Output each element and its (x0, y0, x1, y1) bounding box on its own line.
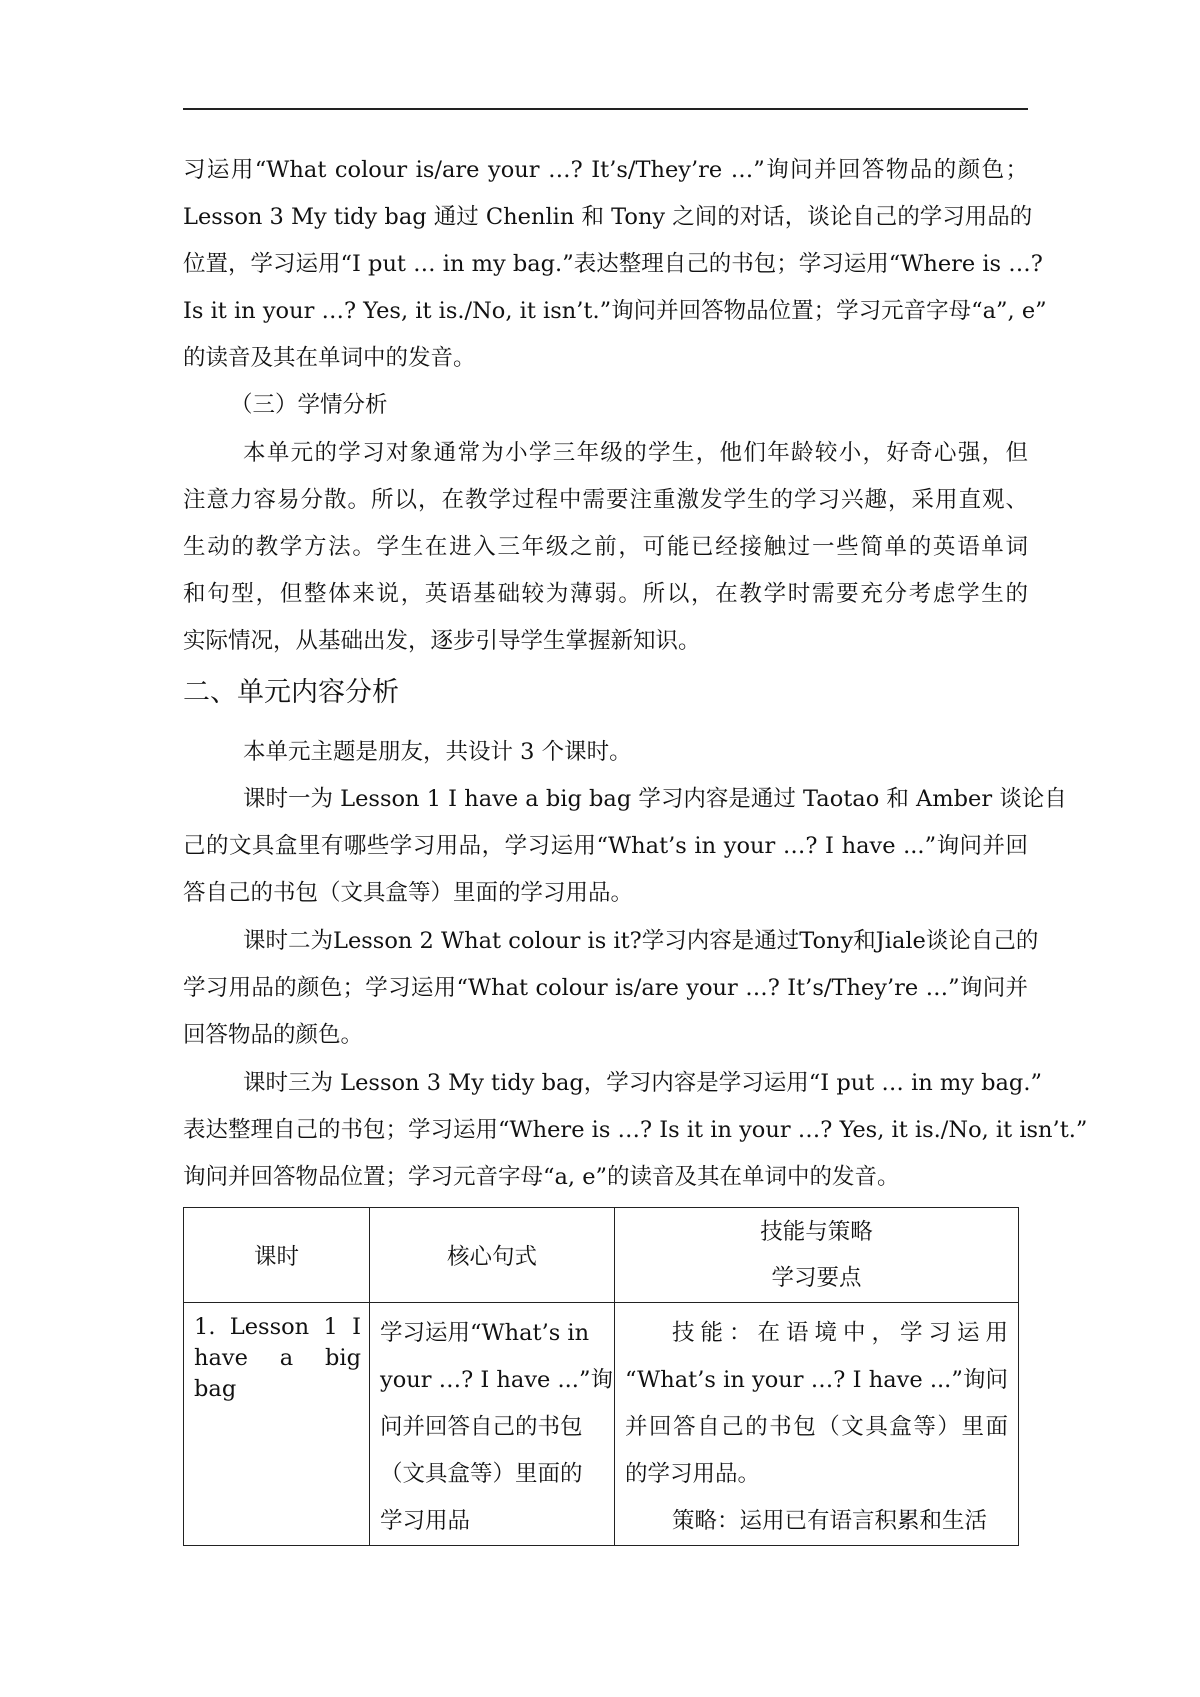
header-cell: 课时 (184, 1208, 370, 1303)
core-sentence-cell: 学习运用“What’s in your …? I have ...”询 问并回答自己的书包 （文具盒等）里面的 学习用品 (370, 1303, 615, 1546)
paragraph-line: 和句型，但整体来说，英语基础较为薄弱。所以，在教学时需要充分考虑学生的 (183, 581, 1028, 607)
paragraph-line: 习运用“What colour is/are your …? It’s/They’re …”询问并回答物品的颜色； (183, 157, 1028, 183)
paragraph-line: 学习用品的颜色；学习运用“What colour is/are your …? It’s/They’re …”询问并 (183, 975, 1028, 1001)
skills-strategy-cell: 技能：在语境中，学习运用 “What’s in your …? I have ...”询问 并回答自己的书包（文具盒等）里面 的学习用品。 策略：运用已有语言积累和生活 (615, 1303, 1019, 1546)
paragraph-line: 课时三为 Lesson 3 My tidy bag，学习内容是学习运用“I put … in my bag.” (243, 1070, 1042, 1096)
table-row (184, 1303, 1019, 1546)
paragraph-line: 课时二为Lesson 2 What colour is it?学习内容是通过Tony和Jiale谈论自己的 (243, 928, 1039, 954)
paragraph-line: 本单元主题是朋友，共设计 3 个课时。 (243, 739, 632, 765)
lesson-cell: 1. Lesson 1 I have a big bag (184, 1303, 370, 1546)
paragraph-line: 课时一为 Lesson 1 I have a big bag 学习内容是通过 Taotao 和 Amber 谈论自 (243, 786, 1067, 812)
paragraph-line: 本单元的学习对象通常为小学三年级的学生，他们年龄较小，好奇心强，但 (243, 440, 1028, 466)
paragraph-line: 生动的教学方法。学生在进入三年级之前，可能已经接触过一些简单的英语单词 (183, 534, 1028, 560)
header-rule (183, 108, 1028, 110)
header-cell: 核心句式 (370, 1208, 615, 1303)
paragraph-line: 询问并回答物品位置；学习元音字母“a, e”的读音及其在单词中的发音。 (183, 1164, 900, 1190)
section-heading: （三）学情分析 (230, 392, 388, 418)
paragraph-line: 表达整理自己的书包；学习运用“Where is …? Is it in your …? Yes, it is./No, it isn’t.” (183, 1117, 1088, 1143)
table-header-row (184, 1208, 1019, 1303)
paragraph-line: Lesson 3 My tidy bag 通过 Chenlin 和 Tony 之间的对话，谈论自己的学习用品的 (183, 204, 1033, 230)
paragraph-line: 注意力容易分散。所以，在教学过程中需要注重激发学生的学习兴趣，采用直观、 (183, 487, 1028, 513)
paragraph-line: Is it in your …? Yes, it is./No, it isn’t.”询问并回答物品位置；学习元音字母“a”, e” (183, 298, 1047, 324)
paragraph-line: 的读音及其在单词中的发音。 (183, 345, 476, 371)
paragraph-line: 实际情况，从基础出发，逐步引导学生掌握新知识。 (183, 628, 701, 654)
paragraph-line: 己的文具盒里有哪些学习用品，学习运用“What’s in your …? I have ...”询问并回 (183, 833, 1028, 859)
lesson-table (183, 1207, 1019, 1546)
paragraph-line: 回答物品的颜色。 (183, 1022, 364, 1048)
paragraph-line: 位置，学习运用“I put … in my bag.”表达整理自己的书包；学习运用“Where is …? (183, 251, 1043, 277)
section-heading: 二、单元内容分析 (183, 677, 399, 708)
paragraph-line: 答自己的书包（文具盒等）里面的学习用品。 (183, 880, 634, 906)
header-cell: 技能与策略 学习要点 (615, 1208, 1019, 1303)
